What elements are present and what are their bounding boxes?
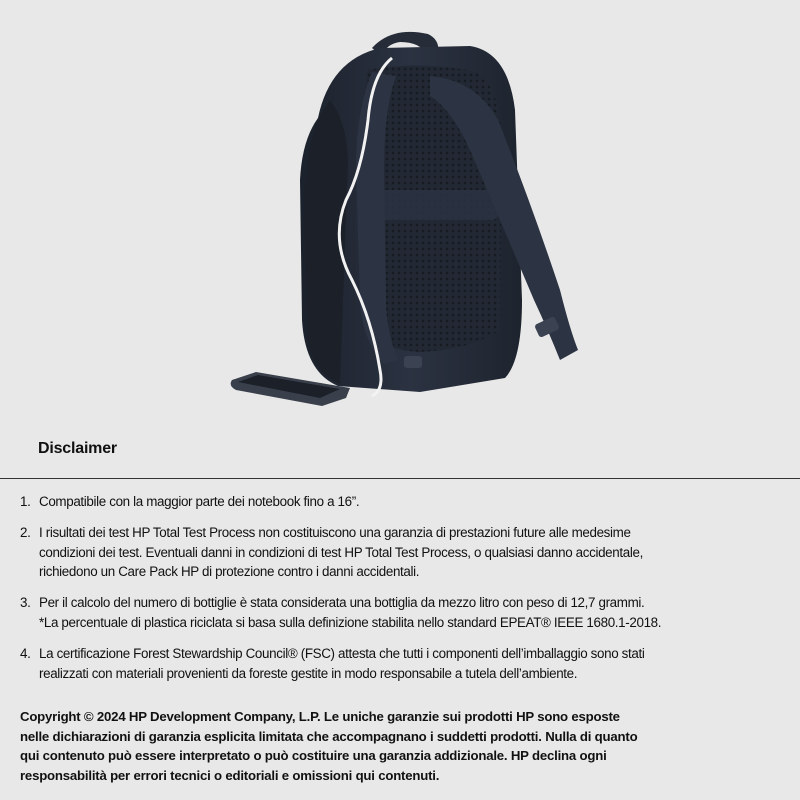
text-line: condizioni dei test. Eventuali danni in condizioni di test HP Total Test Process, o qualsiasi danno accidentale, [39,544,643,560]
strap-buckle [404,356,422,368]
section-divider [0,478,800,479]
disclaimer-item [20,644,780,684]
item-text [39,593,780,633]
item-number: 3. [20,595,31,611]
disclaimer-item [20,523,780,582]
copyright-notice [20,707,780,785]
text-line: La certificazione Forest Stewardship Council® (FSC) attesta che tutti i componenti dell’imballaggio sono stati [39,645,645,661]
copyright-line: responsabilità per errori tecnici o editoriali e omissioni qui contenuti. [20,767,440,783]
item-text [39,644,780,684]
disclaimer-item [20,593,780,633]
item-number: 4. [20,645,31,661]
item-number: 2. [20,524,31,540]
item-text [39,492,780,512]
copyright-line: nelle dichiarazioni di garanzia esplicita limitata che accompagnano i suddetti prodotti. Nulla di quanto [20,728,638,744]
item-text [39,523,780,582]
text-line: I risultati dei test HP Total Test Process non costituiscono una garanzia di prestazioni future alle medesime [39,524,631,540]
back-band [378,190,498,220]
text-line: richiedono un Care Pack HP di protezione contro i danni accidentali. [39,564,420,580]
copyright-line: qui contenuto può essere interpretato o può costituire una garanzia addizionale. HP declina ogni [20,748,607,763]
disclaimer-heading: Disclaimer [38,440,117,457]
disclaimer-list [20,492,780,694]
copyright-line: Copyright © 2024 HP Development Company, L.P. Le uniche garanzie sui prodotti HP sono esposte [20,709,620,724]
text-line: realizzati con materiali provenienti da foreste gestite in modo responsabile a tutela dell’ambiente. [39,665,578,681]
text-line: Compatibile con la maggior parte dei notebook fino a 16”. [39,494,360,509]
text-line: *La percentuale di plastica riciclata si basa sulla definizione stabilita nello standard EPEAT® IEEE 1680.1-2018. [39,614,662,630]
item-number: 1. [20,494,31,509]
text-line: Per il calcolo del numero di bottiglie è stata considerata una bottiglia da mezzo litro con peso di 12,7 grammi. [39,595,645,611]
disclaimer-item [20,492,780,512]
